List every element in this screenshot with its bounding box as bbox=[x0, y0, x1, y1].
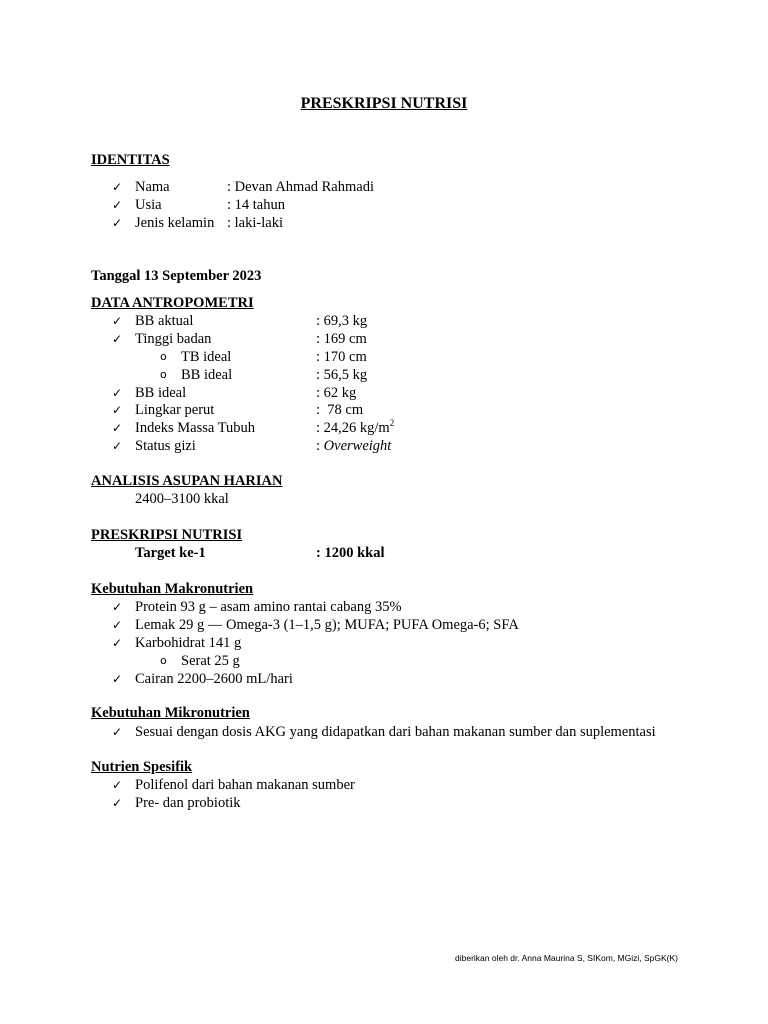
check-icon: ✓ bbox=[112, 778, 123, 792]
status-gizi-label: Status gizi bbox=[135, 438, 196, 454]
asupan-value: 2400–3100 kkal bbox=[135, 491, 229, 507]
check-icon: ✓ bbox=[112, 600, 123, 614]
assessment-date: Tanggal 13 September 2023 bbox=[91, 268, 262, 284]
bb-ideal-value: : 62 kg bbox=[316, 385, 357, 401]
lingkar-perut-value: : 78 cm bbox=[316, 402, 364, 418]
bb-aktual-label: BB aktual bbox=[135, 313, 194, 329]
mikro-item: Sesuai dengan dosis AKG yang didapatkan dari bahan makanan sumber dan suplementasi bbox=[135, 724, 656, 740]
check-icon: ✓ bbox=[112, 672, 123, 686]
asupan-heading: ANALISIS ASUPAN HARIAN bbox=[91, 473, 283, 489]
bb-ideal-sub-label: BB ideal bbox=[181, 367, 233, 383]
makro-serat: Serat 25 g bbox=[181, 653, 240, 669]
makro-cairan: Cairan 2200–2600 mL/hari bbox=[135, 671, 293, 687]
circle-bullet-icon: o bbox=[160, 368, 167, 381]
identitas-heading: IDENTITAS bbox=[91, 152, 170, 168]
makro-heading: Kebutuhan Makronutrien bbox=[91, 581, 254, 597]
status-gizi-value bbox=[316, 437, 391, 455]
identitas-usia-value: : 14 tahun bbox=[227, 197, 285, 213]
check-icon: ✓ bbox=[112, 439, 123, 453]
identitas-jenis-kelamin-value: : laki-laki bbox=[227, 215, 283, 231]
imt-label: Indeks Massa Tubuh bbox=[135, 420, 256, 436]
identitas-jenis-kelamin-label: Jenis kelamin bbox=[135, 215, 215, 231]
tb-ideal-label: TB ideal bbox=[181, 349, 232, 365]
check-icon: ✓ bbox=[112, 618, 123, 632]
check-icon: ✓ bbox=[112, 332, 123, 346]
check-icon: ✓ bbox=[112, 386, 123, 400]
tinggi-badan-label: Tinggi badan bbox=[135, 331, 212, 347]
identitas-usia-label: Usia bbox=[135, 197, 162, 213]
footer-credit: diberikan oleh dr. Anna Maurina S, SIKom, MGizi, SpGK(K) bbox=[455, 953, 678, 963]
tinggi-badan-value: : 169 cm bbox=[316, 331, 367, 347]
page-title: PRESKRIPSI NUTRISI bbox=[300, 95, 468, 112]
check-icon: ✓ bbox=[112, 314, 123, 328]
imt-value bbox=[316, 419, 394, 437]
spesifik-probiotik: Pre- dan probiotik bbox=[135, 795, 241, 811]
mikro-heading: Kebutuhan Mikronutrien bbox=[91, 705, 250, 721]
antropometri-heading: DATA ANTROPOMETRI bbox=[91, 295, 254, 311]
check-icon: ✓ bbox=[112, 403, 123, 417]
tb-ideal-value: : 170 cm bbox=[316, 349, 367, 365]
preskripsi-heading: PRESKRIPSI NUTRISI bbox=[91, 527, 243, 543]
bb-ideal-sub-value: : 56,5 kg bbox=[316, 367, 368, 383]
bb-ideal-label: BB ideal bbox=[135, 385, 187, 401]
target-value: : 1200 kkal bbox=[316, 545, 385, 561]
bb-aktual-value: : 69,3 kg bbox=[316, 313, 368, 329]
circle-bullet-icon: o bbox=[160, 654, 167, 667]
imt-superscript: 2 bbox=[389, 418, 395, 429]
check-icon: ✓ bbox=[112, 725, 123, 739]
check-icon: ✓ bbox=[112, 796, 123, 810]
target-label: Target ke-1 bbox=[135, 545, 206, 561]
check-icon: ✓ bbox=[112, 198, 123, 212]
identitas-nama-value: : Devan Ahmad Rahmadi bbox=[227, 179, 374, 195]
check-icon: ✓ bbox=[112, 180, 123, 194]
makro-lemak: Lemak 29 g — Omega-3 (1–1,5 g); MUFA; PUFA Omega-6; SFA bbox=[135, 617, 519, 633]
imt-number: : 24,26 kg/m bbox=[316, 420, 390, 436]
status-gizi-text: Overweight bbox=[323, 438, 392, 454]
check-icon: ✓ bbox=[112, 636, 123, 650]
identitas-nama-label: Nama bbox=[135, 179, 170, 195]
status-gizi-prefix: : bbox=[316, 438, 324, 454]
makro-karbohidrat: Karbohidrat 141 g bbox=[135, 635, 242, 651]
check-icon: ✓ bbox=[112, 421, 123, 435]
circle-bullet-icon: o bbox=[160, 350, 167, 363]
makro-protein: Protein 93 g – asam amino rantai cabang 35% bbox=[135, 599, 402, 615]
spesifik-polifenol: Polifenol dari bahan makanan sumber bbox=[135, 777, 355, 793]
check-icon: ✓ bbox=[112, 216, 123, 230]
lingkar-perut-label: Lingkar perut bbox=[135, 402, 215, 418]
spesifik-heading: Nutrien Spesifik bbox=[91, 759, 193, 775]
